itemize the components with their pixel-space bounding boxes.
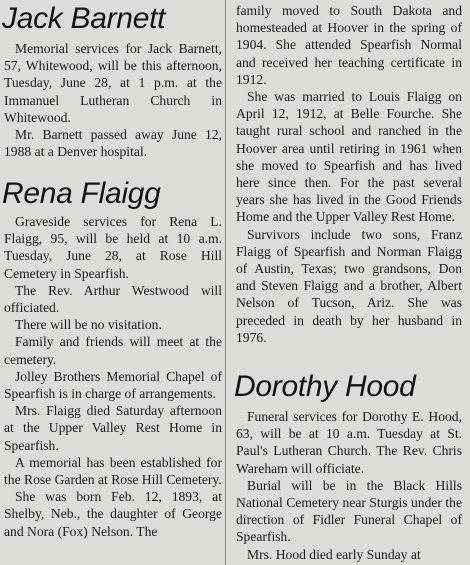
column-divider (225, 0, 226, 565)
obituary-rena-flaigg-continued (230, 2, 462, 346)
paragraph: There will be no visitation. (15, 317, 162, 333)
headline-jack-barnett: Jack Barnett (2, 2, 166, 35)
paragraph: Memorial services for Jack Barnett, 57, Whitewood, will be this afternoon, Tuesday, June 28, at 1 p.m. at the Immanuel Lutheran Church in Whitewood. (4, 41, 222, 125)
paragraph: Graveside services for Rena L. Flaigg, 95, will be held at 10 a.m. Tuesday, June 28, at Rose Hill Cemetery in Spearfish. (4, 214, 222, 281)
obituary-jack-barnett (0, 2, 222, 160)
paragraph: Burial will be in the Black Hills National Cemetery near Sturgis under the direction of Fidler Funeral Chapel of Spearfish. (236, 477, 462, 545)
paragraph: She was born Feb. 12, 1893, at Shelby, Neb., the daughter of George and Nora (Fox) Nelson. The (4, 489, 222, 539)
paragraph: The Rev. Arthur Westwood will officiated. (4, 282, 222, 316)
paragraph: A memorial has been established for the Rose Garden at Rose Hill Cemetery. (4, 454, 222, 488)
obituary-rena-flaigg (0, 177, 222, 540)
paragraph: Jolley Brothers Memorial Chapel of Spearfish is in charge of arrangements. (4, 368, 222, 402)
obituary-dorothy-hood (230, 370, 462, 563)
paragraph: Survivors include two sons, Franz Flaigg of Spearfish and Norman Flaigg of Austin, Texas; two grandsons, Don and Steven Flaigg and a brother, Albert Nelson of Tucson, Ariz. She was preceded in death by her husband in 1976. (236, 226, 462, 345)
headline-rena-flaigg: Rena Flaigg (2, 177, 161, 210)
headline-dorothy-hood: Dorothy Hood (234, 370, 416, 403)
paragraph: Mr. Barnett passed away June 12, 1988 at a Denver hospital. (4, 127, 222, 160)
paragraph: Mrs. Hood died early Sunday at (247, 546, 421, 562)
paragraph: family moved to South Dakota and homesteaded at Hoover in the spring of 1904. She attended Spearfish Normal and received her teaching certificate in 1912. (236, 3, 462, 87)
paragraph: Mrs. Flaigg died Saturday afternoon at the Upper Valley Rest Home in Spearfish. (4, 403, 222, 453)
paragraph: She was married to Louis Flaigg on April 12, 1912, at Belle Fourche. She taught rural school and ranched in the Hoover area until retiring in 1961 when she moved to Spearfish and has lived here since then. For the past several years she has lived in the Good Friends Home and the Upper Valley Rest Home. (236, 89, 462, 225)
paragraph: Funeral services for Dorothy E. Hood, 63, will be at 10 a.m. Tuesday at St. Paul's Lutheran Church. The Rev. Chris Wareham will officiate. (236, 409, 462, 476)
paragraph: Family and friends will meet at the cemetery. (4, 334, 222, 367)
